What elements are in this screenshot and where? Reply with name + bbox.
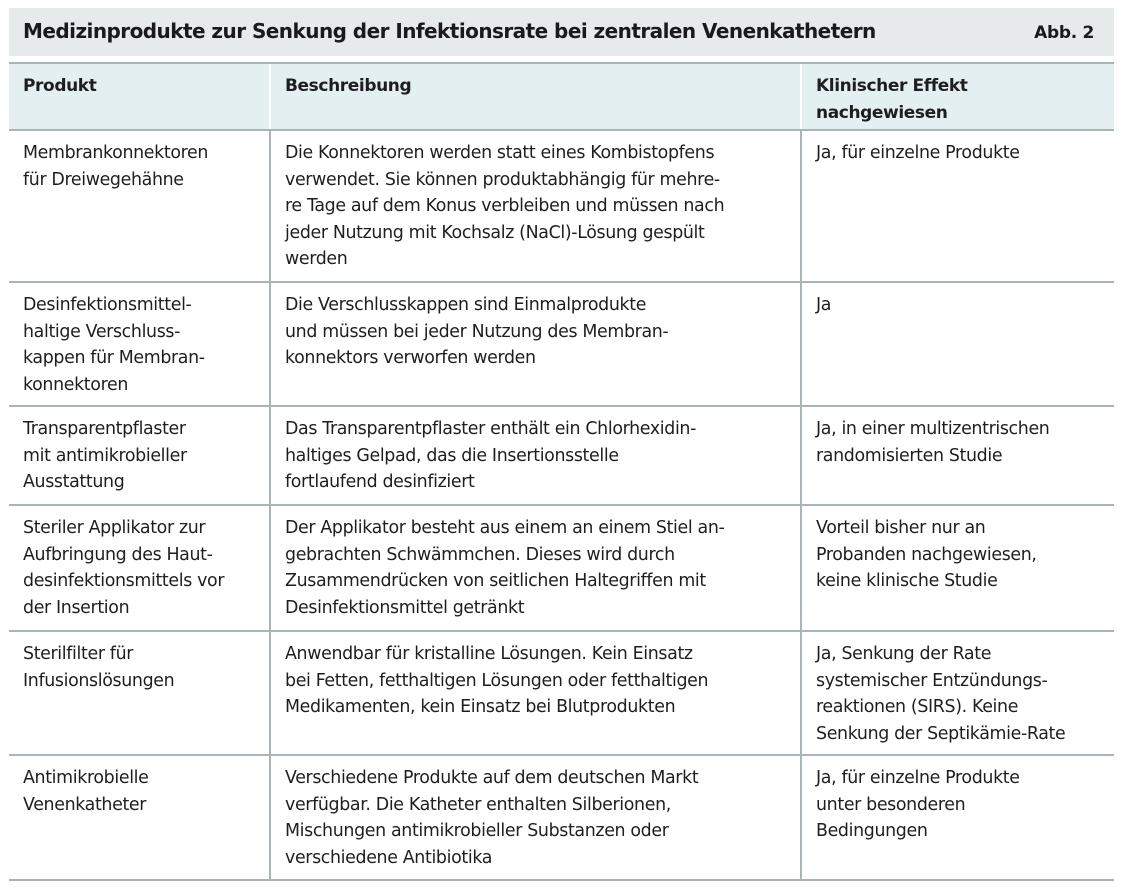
clinical-effect-cell: Ja, in einer multizentrischen randomisierten Studie (816, 419, 1050, 466)
product-cell: Sterilfilter für Infusionslösungen (9, 632, 271, 754)
product-cell: Antimikrobielle Venenkatheter (9, 756, 271, 879)
figure-title: Medizinprodukte zur Senkung der Infektionsrate bei zentralen Venenkathetern (23, 19, 876, 43)
figure-title-bar (9, 8, 1114, 56)
column-header-product: Produkt (9, 64, 271, 129)
column-header-description: Beschreibung (271, 64, 802, 129)
table-row (9, 407, 1114, 506)
description-cell: Anwendbar für kristalline Lösungen. Kein Einsatz bei Fetten, fetthaltigen Lösungen oder fetthaltigen Medikamenten, kein Einsatz bei Blutprodukten (271, 632, 802, 754)
table-row (9, 506, 1114, 632)
clinical-effect-cell: Ja (816, 295, 832, 315)
table-row (9, 131, 1114, 283)
description-cell: Verschiedene Produkte auf dem deutschen Markt verfügbar. Die Katheter enthalten Silberionen, Mischungen antimikrobieller Substanzen oder verschiedene Antibiotika (271, 756, 802, 879)
clinical-effect-cell: Ja, für einzelne Produkte (816, 143, 1020, 163)
clinical-effect-cell: Vorteil bisher nur an Probanden nachgewiesen, keine klinische Studie (816, 518, 1037, 591)
description-cell: Die Verschlusskappen sind Einmalprodukte und müssen bei jeder Nutzung des Membran- konnektors verworfen werden (271, 283, 802, 405)
description-cell: Das Transparentpflaster enthält ein Chlorhexidin- haltiges Gelpad, das die Insertionsstelle fortlaufend desinfiziert (271, 407, 802, 504)
column-header-clinical-effect: Klinischer Effekt nachgewiesen (816, 76, 968, 123)
product-cell: Membrankonnektoren für Dreiwegehähne (9, 131, 271, 281)
medical-products-table (9, 62, 1114, 881)
product-cell: Desinfektionsmittel- haltige Verschluss- kappen für Membran- konnektoren (9, 283, 271, 405)
description-cell: Der Applikator besteht aus einem an einem Stiel an- gebrachten Schwämmchen. Dieses wird durch Zusammendrücken von seitlichen Haltegriffen mit Desinfektionsmittel getränkt (271, 506, 802, 630)
table-row (9, 283, 1114, 407)
figure-label: Abb. 2 (1034, 23, 1094, 43)
product-cell: Transparentpflaster mit antimikrobieller Ausstattung (9, 407, 271, 504)
product-cell: Steriler Applikator zur Aufbringung des Haut- desinfektionsmittels vor der Insertion (9, 506, 271, 630)
table-row (9, 756, 1114, 881)
table-header-row (9, 62, 1114, 131)
clinical-effect-cell: Ja, für einzelne Produkte unter besonderen Bedingungen (816, 768, 1020, 841)
clinical-effect-cell: Ja, Senkung der Rate systemischer Entzündungs- reaktionen (SIRS). Keine Senkung der Septikämie-Rate (816, 644, 1066, 744)
table-row (9, 632, 1114, 756)
description-cell: Die Konnektoren werden statt eines Kombistopfens verwendet. Sie können produktabhängig für mehre- re Tage auf dem Konus verbleiben und müssen nach jeder Nutzung mit Kochsalz (NaCl)-Lösung gespült werden (271, 131, 802, 281)
